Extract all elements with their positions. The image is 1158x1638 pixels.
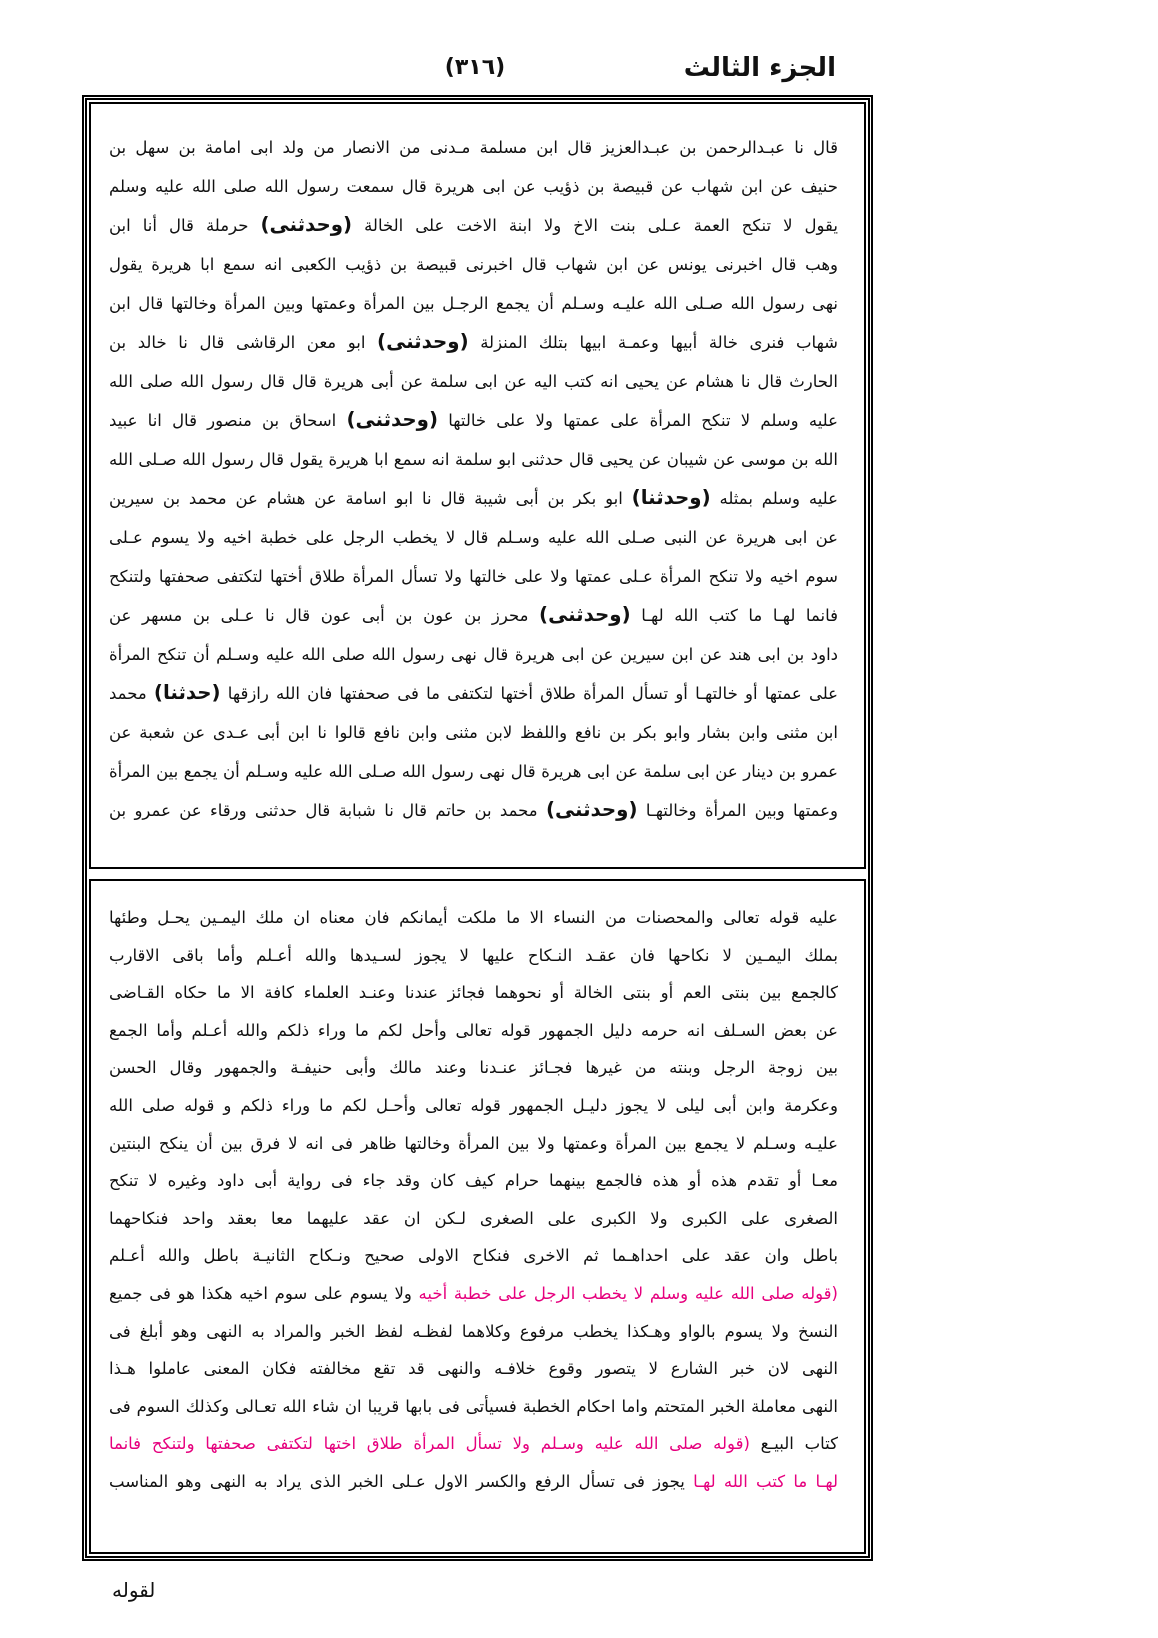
part-title: الجزء الثالث	[683, 53, 836, 83]
line-text: محرز بن عون بن أبى عون قال نا عـلى بن مسهر عن	[109, 606, 540, 625]
line-text: وعمتها وبين المرأة وخالتهـا	[637, 801, 838, 820]
commented-phrase: (قوله صلى الله عليه وسـلم ولا تسأل المرأة طلاق اختها لتكتفى صحفتها ولتنكح فانما	[109, 1434, 750, 1454]
line-text: يقول لا تنكح العمة عـلى بنت الاخ ولا ابنة الاخت على الخالة	[352, 216, 838, 235]
line-text: الله بن موسى عن شيبان عن يحيى قال حدثنى ابو سلمة انه سمع ابا هريرة يقول قال رسول الله صـلى الله	[109, 450, 838, 469]
text-line	[109, 245, 838, 284]
line-text: عليـه وسـلم لا يجمع بين المرأة وعمتها ولا بين المرأة وخالتها ظاهر فى انه لا فرق بين أن ينكح البنتين	[109, 1133, 838, 1153]
line-text: كتاب البيـع	[749, 1434, 838, 1454]
narration-marker: (وحدثنى)	[545, 798, 638, 821]
line-text: محمد	[109, 684, 154, 703]
text-line	[109, 1200, 838, 1238]
text-line	[109, 440, 838, 479]
commented-phrase: لهـا ما كتب الله لهـا	[693, 1471, 838, 1491]
line-text: عليه وسلم بمثله	[710, 489, 838, 508]
narration-marker: (وحدثنى)	[377, 330, 469, 353]
catchword: لقوله	[112, 1578, 156, 1602]
line-text: النهى معاملة الخبر المتحتم واما احكام الخطبة فسيأتى فى بابها قريبا ان شاء الله تعـالى وكذلك السوم فى	[109, 1396, 838, 1416]
line-text: يجوز فى تسأل الرفع والكسر الاول عـلى الخبر الذى يراد به النهى وهو المناسب	[109, 1471, 694, 1491]
page-number: (٣١٦)	[444, 55, 506, 80]
text-line	[109, 323, 838, 362]
text-line	[109, 713, 838, 752]
text-line	[109, 596, 838, 635]
line-text: بين زوجة الرجل وبنته من غيرها فجـائز عنـدنا وعند مالك وأبى حنيفـة والجمهور وقال الحسن	[109, 1058, 838, 1078]
line-text: باطل وان عقد على احداهـما ثم الاخرى فنكاح الاولى صحيح ونـكاح الثانيـة باطل والله أعـلم	[109, 1246, 838, 1266]
line-text: النسخ ولا يسوم بالواو وهـكذا يخطب مرفوع وكلاهما لفظـه لفظ الخبر والمراد به النهى وهو أبلغ فى	[109, 1321, 838, 1341]
line-text: الصغرى على الكبرى ولا الكبرى على الصغرى لـكن ان عقد عليهما معا بعقد واحد فنكاحهما	[109, 1208, 838, 1228]
commented-phrase: (قوله صلى الله عليه وسلم لا يخطب الرجل على خطبة أخيه	[418, 1283, 838, 1303]
text-line	[109, 401, 838, 440]
line-text: كالجمع بين بنتى العم أو بنتى الخالة أو نحوهما فجائز عندنا وعنـد العلماء كافة الا ما حكاه القـاضى	[109, 983, 838, 1003]
line-text: عن بعض السـلف انه حرمه دليل الجمهور قوله تعالى وأحل لكم ما وراء ذلكم والله أعـلم وأما الجمع	[109, 1020, 838, 1040]
line-text: حرملة قال أنا ابن	[109, 216, 261, 235]
text-line	[109, 1012, 838, 1050]
text-line	[109, 557, 838, 596]
text-line	[109, 1087, 838, 1125]
line-text: وعكرمة وابن أبى ليلى لا يجوز دليـل الجمهور قوله تعالى وأحـل لكم ما وراء ذلكم و قوله صلى الله	[109, 1095, 838, 1115]
text-line	[109, 1049, 838, 1087]
line-text: عليه قوله تعالى والمحصنات من النساء الا ما ملكت أيمانكم فان معناه ان ملك اليمـين يحـل وطئها	[109, 908, 838, 927]
text-line	[109, 284, 838, 323]
line-text: ابن مثنى وابن بشار وابو بكر بن نافع واللفظ لابن مثنى وابن نافع قالوا نا ابن أبى عـدى عن شعبة عن	[109, 723, 838, 742]
text-line	[109, 937, 838, 975]
narration-marker: (وحدثنى)	[539, 603, 631, 626]
line-text: بملك اليمـين لا نكاحها فان عقـد النـكاح عليها لا يجوز لسـيدها والله أعـلم وأما باقى الاقارب	[109, 945, 838, 965]
text-line	[109, 1388, 838, 1426]
line-text: قال نا عبـدالرحمن بن عبـدالعزيز قال ابن مسلمة مـدنى من الانصار من ولد ابى امامة بن سهل بن	[109, 138, 838, 157]
text-line	[109, 635, 838, 674]
text-line	[109, 1237, 838, 1275]
line-text: وهب قال اخبرنى يونس عن ابن شهاب قال اخبرنى قبيصة بن ذؤيب الكعبى انه سمع ابا هريرة يقول	[109, 255, 838, 274]
text-line	[109, 1313, 838, 1351]
text-line	[109, 1125, 838, 1163]
text-line	[109, 899, 838, 937]
text-line	[109, 206, 838, 245]
line-text: الحارث قال نا هشام عن يحيى انه كتب اليه عن ابى سلمة عن أبى هريرة قال قال رسول الله صلى الله	[109, 372, 838, 391]
line-text: فانما لهـا ما كتب الله لهـا	[630, 606, 838, 625]
narration-marker: (وحدثنا)	[631, 486, 711, 509]
text-line	[109, 1162, 838, 1200]
line-text: ابو بكر بن أبى شيبة قال نا ابو اسامة عن هشام عن محمد بن سيرين	[109, 489, 632, 508]
text-line	[109, 518, 838, 557]
text-line	[109, 1350, 838, 1388]
text-line	[109, 674, 838, 713]
text-line	[109, 974, 838, 1012]
text-line	[109, 479, 838, 518]
line-text: داود بن ابى هند عن ابن سيرين عن ابى هريرة قال نهى رسول الله صلى الله عليه وسـلم أن تنكح المرأة	[109, 645, 838, 664]
commentary-box	[89, 879, 866, 1554]
narration-marker: (حدثنا)	[153, 681, 221, 704]
text-line	[109, 752, 838, 791]
line-text: حنيف عن ابن شهاب عن قبيصة بن ذؤيب عن ابى هريرة قال سمعت رسول الله صلى الله عليه وسلم	[109, 177, 838, 196]
line-text: معـا أو تقدم هذه أو هذه فالجمع بينهما حرام كيف كان وقد جاء فى رواية أبى داود وغيره لا تنكح	[109, 1171, 838, 1191]
line-text: نهى رسول الله صـلى الله عليـه وسـلم أن يجمع الرجـل بين المرأة وعمتها وبين المرأة وخالتها قال ابن	[109, 294, 838, 313]
line-text: اسحاق بن منصور قال انا عبيد	[109, 411, 347, 430]
line-text: ابو معن الرقاشى قال نا خالد بن	[109, 333, 378, 352]
text-line	[109, 128, 838, 167]
line-text: ولا يسوم على سوم اخيه هكذا هو فى جميع	[109, 1283, 419, 1303]
text-line	[109, 791, 838, 830]
line-text: محمد بن حاتم قال نا شبابة قال حدثنى ورقاء عن عمرو بن	[109, 801, 546, 820]
line-text: عن ابى هريرة عن النبى صـلى الله عليه وسـلم قال لا يخطب الرجل على خطبة اخيه ولا يسوم عـلى	[109, 528, 838, 547]
narration-marker: (وحدثنى)	[260, 213, 353, 236]
hadith-text-box	[89, 102, 866, 869]
line-text: شهاب فنرى خالة أبيها وعمـة ابيها بتلك المنزلة	[468, 333, 838, 352]
text-line	[109, 1463, 838, 1501]
text-line	[109, 362, 838, 401]
line-text: عليه وسلم لا تنكح المرأة على عمتها ولا على خالتها	[438, 411, 838, 430]
text-line	[109, 167, 838, 206]
text-line	[109, 1275, 838, 1313]
text-line	[109, 1425, 838, 1463]
line-text: سوم اخيه ولا تنكح المرأة عـلى عمتها ولا على خالتها ولا تسأل المرأة طلاق أختها لتكتفى صحفتها ولتنكح	[109, 567, 838, 586]
line-text: النهى لان خبر الشارع لا يتصور وقوع خلافـه والنهى قد تقع مخالفته فكان المعنى عاملوا هـذا	[109, 1359, 838, 1379]
narration-marker: (وحدثنى)	[346, 408, 439, 431]
line-text: عمرو بن دينار عن ابى سلمة عن ابى هريرة قال نهى رسول الله صـلى الله عليه وسـلم أن يجمع بين المرأة	[109, 762, 838, 781]
line-text: على عمتها أو خالتهـا أو تسأل المرأة طلاق أختها لتكتفى ما فى صحفتها فان الله رازقها	[220, 684, 838, 703]
